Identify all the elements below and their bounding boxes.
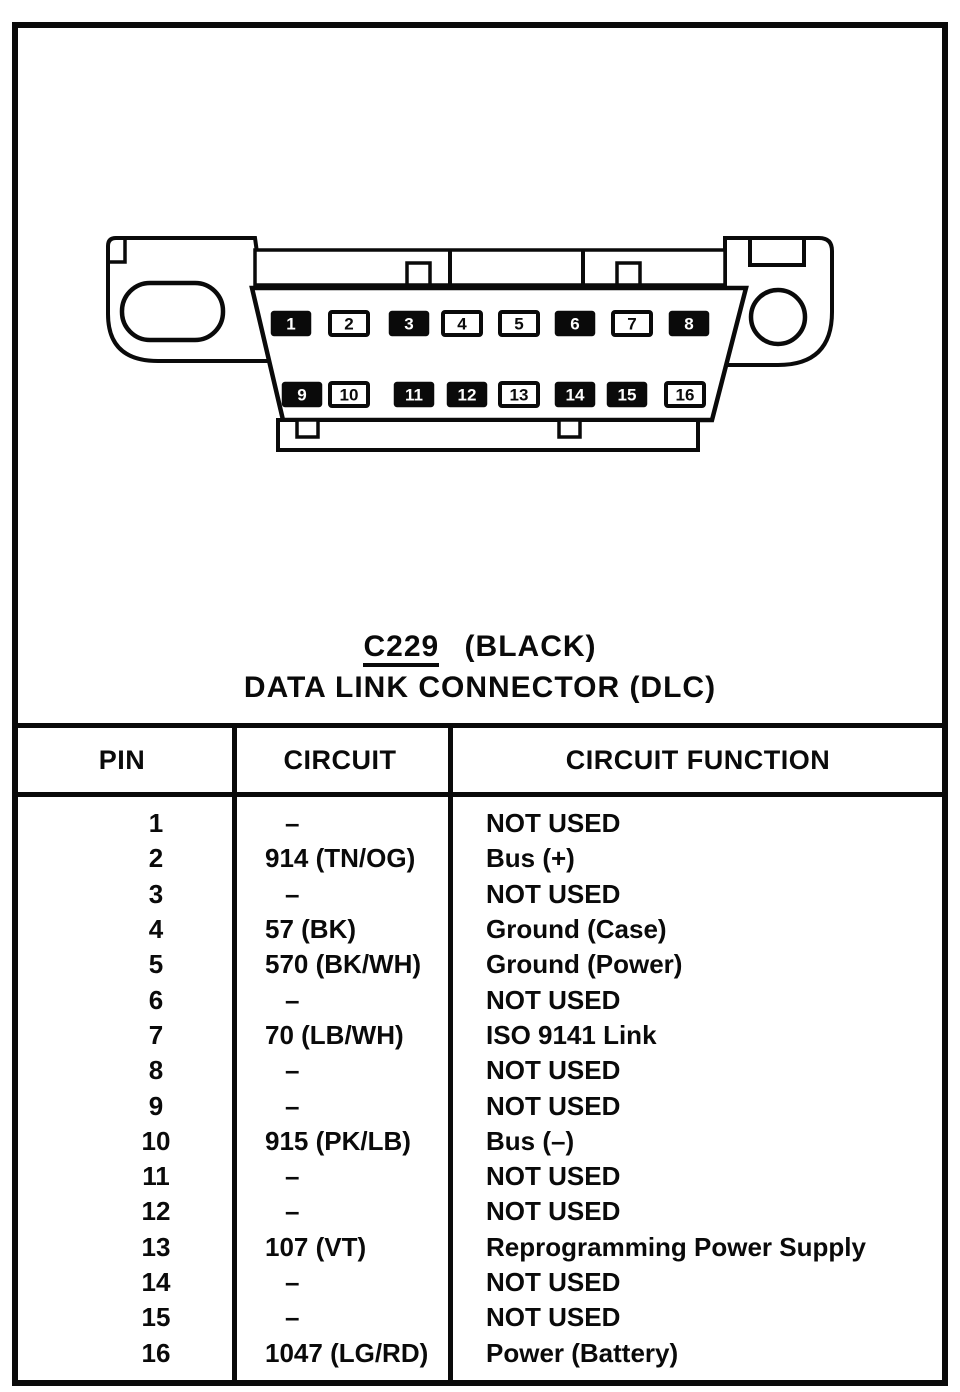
header-pin: PIN bbox=[98, 744, 146, 775]
cell-circuit-function: NOT USED bbox=[486, 808, 621, 839]
connector-pin-label-12: 12 bbox=[457, 385, 477, 405]
table-row bbox=[12, 1194, 948, 1229]
bottom-key-tab-right bbox=[559, 420, 580, 437]
right-ear-round-hole bbox=[751, 290, 805, 344]
cell-circuit-function: NOT USED bbox=[486, 984, 621, 1015]
connector-pin-label-13: 13 bbox=[509, 385, 529, 405]
cell-pin: 10 bbox=[141, 1125, 171, 1156]
connector-pin-label-9: 9 bbox=[297, 385, 307, 405]
flange-key-tab-right bbox=[617, 263, 640, 285]
table-row bbox=[12, 1230, 948, 1265]
table-header-row bbox=[12, 728, 948, 797]
bottom-key-tab-left bbox=[297, 420, 318, 437]
connector-pin-label-2: 2 bbox=[344, 314, 354, 334]
pinout-table bbox=[12, 723, 948, 1381]
left-ear-slot-hole bbox=[122, 283, 223, 340]
cell-circuit: 107 (VT) bbox=[265, 1231, 367, 1262]
dlc-connector-svg bbox=[100, 230, 860, 470]
cell-circuit: 57 (BK) bbox=[265, 914, 357, 945]
bottom-strip bbox=[278, 420, 698, 450]
dlc-connector-diagram bbox=[100, 230, 860, 470]
cell-circuit: – bbox=[285, 984, 300, 1015]
cell-pin: 13 bbox=[141, 1231, 171, 1262]
connector-pin-label-16: 16 bbox=[675, 385, 695, 405]
cell-pin: 3 bbox=[148, 878, 164, 909]
cell-circuit: 570 (BK/WH) bbox=[265, 949, 422, 980]
connector-pin-label-3: 3 bbox=[404, 314, 414, 334]
connector-pin-label-14: 14 bbox=[565, 385, 585, 405]
cell-circuit-function: NOT USED bbox=[486, 1267, 621, 1297]
cell-circuit-function: Bus (–) bbox=[486, 1125, 575, 1156]
table-row bbox=[12, 1265, 948, 1300]
connector-name: DATA LINK CONNECTOR (DLC) bbox=[243, 671, 717, 704]
connector-pin-label-6: 6 bbox=[570, 314, 580, 334]
cell-circuit-function: NOT USED bbox=[486, 1302, 621, 1333]
table-row bbox=[12, 1018, 948, 1053]
connector-color: (BLACK) bbox=[464, 630, 597, 663]
header-circuit-function: CIRCUIT FUNCTION bbox=[565, 744, 831, 775]
header-circuit: CIRCUIT bbox=[283, 744, 397, 775]
cell-circuit-function: NOT USED bbox=[486, 1196, 621, 1227]
connector-id: C229 bbox=[363, 630, 439, 667]
cell-circuit: 1047 (LG/RD) bbox=[265, 1337, 429, 1368]
cell-circuit: – bbox=[285, 1090, 300, 1121]
table-row bbox=[12, 947, 948, 982]
cell-circuit-function: Ground (Case) bbox=[486, 914, 667, 945]
cell-pin: 9 bbox=[148, 1090, 164, 1121]
cell-circuit-function: Ground (Power) bbox=[486, 949, 683, 980]
connector-pin-label-11: 11 bbox=[405, 385, 423, 405]
cell-circuit: – bbox=[285, 1055, 300, 1086]
table-row bbox=[12, 877, 948, 912]
cell-circuit: 914 (TN/OG) bbox=[265, 843, 416, 874]
cell-circuit-function: NOT USED bbox=[486, 1055, 621, 1086]
cell-pin: 7 bbox=[148, 1019, 164, 1050]
cell-circuit-function: NOT USED bbox=[486, 878, 621, 909]
connector-pin-label-10: 10 bbox=[339, 385, 359, 405]
table-row bbox=[12, 1053, 948, 1088]
cell-circuit-function: NOT USED bbox=[486, 1090, 621, 1121]
table-row bbox=[12, 1159, 948, 1194]
cell-circuit-function: NOT USED bbox=[486, 1161, 621, 1192]
cell-circuit: – bbox=[285, 1302, 300, 1333]
cell-circuit: – bbox=[285, 878, 300, 909]
table-row bbox=[12, 1335, 948, 1370]
connector-pin-label-5: 5 bbox=[514, 314, 524, 334]
cell-pin: 5 bbox=[148, 949, 164, 980]
cell-pin: 12 bbox=[141, 1196, 171, 1227]
cell-pin: 16 bbox=[141, 1337, 171, 1368]
cell-circuit-function: Reprogramming Power Supply bbox=[486, 1231, 866, 1262]
pinout-table-body bbox=[12, 797, 948, 1371]
table-column-divider-2 bbox=[448, 728, 453, 1381]
cell-circuit-function: Power (Battery) bbox=[486, 1337, 679, 1368]
cell-circuit: 915 (PK/LB) bbox=[265, 1125, 411, 1156]
cell-pin: 11 bbox=[142, 1161, 170, 1192]
table-row bbox=[12, 1124, 948, 1159]
cell-circuit: – bbox=[285, 1267, 300, 1297]
table-column-divider-1 bbox=[232, 728, 237, 1381]
cell-pin: 1 bbox=[148, 808, 164, 839]
cell-pin: 6 bbox=[148, 984, 164, 1015]
table-row bbox=[12, 1088, 948, 1123]
flange-key-tab-left bbox=[407, 263, 430, 285]
cell-pin: 4 bbox=[148, 914, 164, 945]
table-row bbox=[12, 841, 948, 876]
cell-circuit: – bbox=[285, 1196, 300, 1227]
table-row bbox=[12, 912, 948, 947]
cell-circuit: – bbox=[285, 1161, 300, 1192]
cell-circuit: 70 (LB/WH) bbox=[265, 1019, 404, 1050]
table-row bbox=[12, 982, 948, 1017]
connector-pin-label-4: 4 bbox=[457, 314, 467, 334]
cell-pin: 2 bbox=[148, 843, 164, 874]
cell-pin: 14 bbox=[141, 1267, 171, 1297]
table-row bbox=[12, 1300, 948, 1335]
cell-circuit-function: ISO 9141 Link bbox=[486, 1019, 657, 1050]
connector-pin-label-8: 8 bbox=[684, 314, 694, 334]
cell-circuit-function: Bus (+) bbox=[486, 843, 575, 874]
connector-pin-label-7: 7 bbox=[627, 314, 637, 334]
cell-pin: 15 bbox=[141, 1302, 171, 1333]
cell-pin: 8 bbox=[148, 1055, 164, 1086]
top-flange-bar bbox=[255, 250, 725, 285]
connector-id-line bbox=[0, 630, 960, 663]
figure-title bbox=[0, 630, 960, 704]
table-row bbox=[12, 806, 948, 841]
cell-circuit: – bbox=[285, 808, 300, 839]
connector-pin-label-1: 1 bbox=[286, 314, 296, 334]
connector-pin-label-15: 15 bbox=[617, 385, 637, 405]
